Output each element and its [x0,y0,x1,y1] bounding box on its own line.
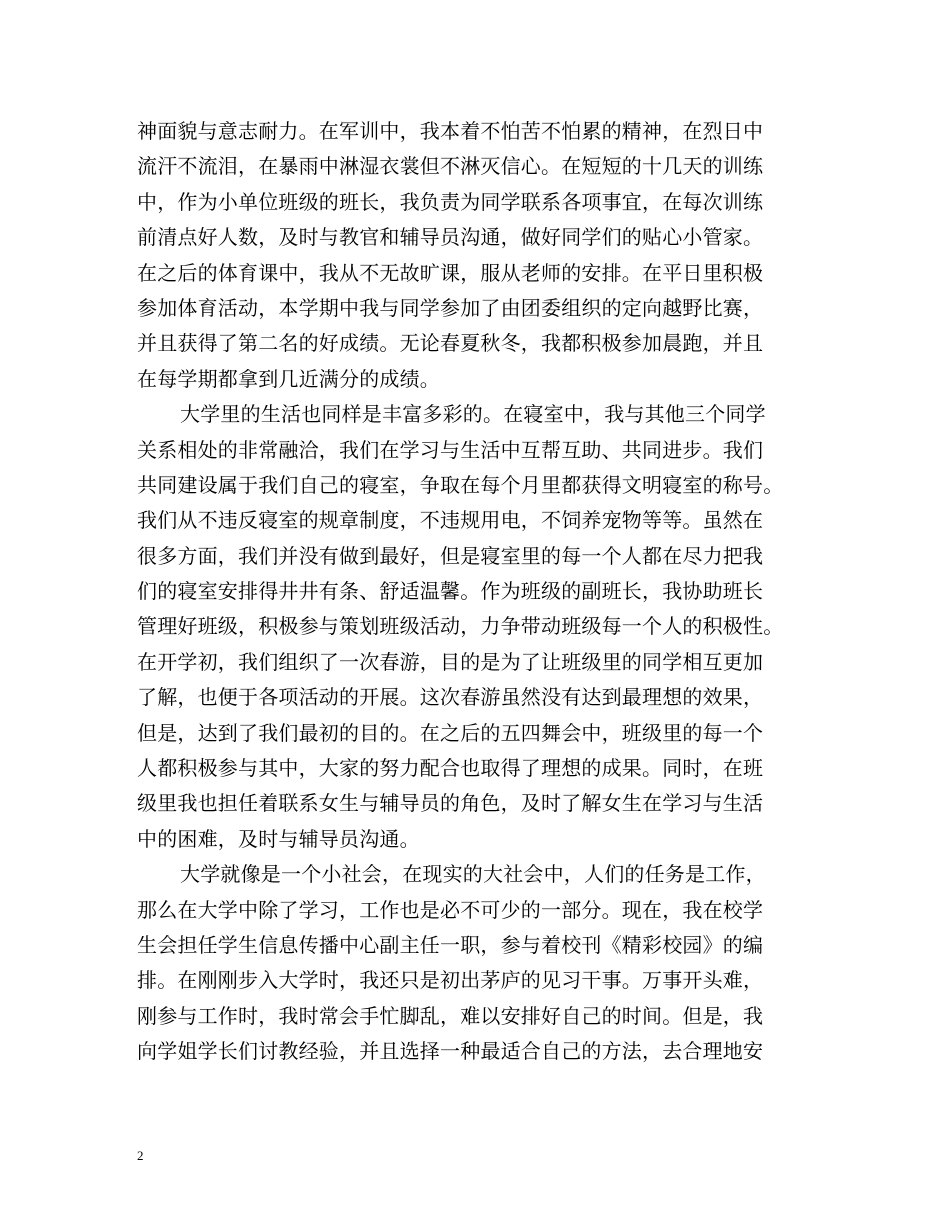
text-line: 并且获得了第二名的好成绩。无论春夏秋冬，我都积极参加晨跑，并且 [137,331,764,356]
text-line: 排。在刚刚步入大学时，我还只是初出茅庐的见习干事。万事开头难， [137,968,764,993]
text-line: 人都积极参与其中，大家的努力配合也取得了理想的成果。同时，在班 [137,756,764,781]
text-line: 们的寝室安排得井井有条、舒适温馨。作为班级的副班长，我协助班长 [137,579,764,604]
text-line: 刚参与工作时，我时常会手忙脚乱，难以安排好自己的时间。但是，我 [137,1003,764,1028]
text-line: 那么在大学中除了学习，工作也是必不可少的一部分。现在，我在校学 [137,897,764,922]
text-line: 关系相处的非常融洽，我们在学习与生活中互帮互助、共同进步。我们 [137,437,764,462]
text-line: 大学里的生活也同样是丰富多彩的。在寝室中，我与其他三个同学 [180,402,766,427]
text-line: 但是，达到了我们最初的目的。在之后的五四舞会中，班级里的每一个 [137,720,764,745]
text-line: 神面貌与意志耐力。在军训中，我本着不怕苦不怕累的精神，在烈日中 [137,119,764,143]
text-line: 管理好班级，积极参与策划班级活动，力争带动班级每一个人的积极性。 [137,614,784,639]
text-line: 生会担任学生信息传播中心副主任一职，参与着校刊《精彩校园》的编 [137,932,764,957]
text-line: 向学姐学长们讨教经验，并且选择一种最适合自己的方法，去合理地安 [137,1039,764,1064]
text-line: 大学就像是一个小社会，在现实的大社会中，人们的任务是工作， [180,862,766,887]
text-line: 我们从不违反寝室的规章制度，不违规用电，不饲养宠物等等。虽然在 [137,508,764,533]
text-line: 了解，也便于各项活动的开展。这次春游虽然没有达到最理想的效果， [137,685,764,710]
text-line: 参加体育活动，本学期中我与同学参加了由团委组织的定向越野比赛， [137,295,764,320]
text-line: 级里我也担任着联系女生与辅导员的角色，及时了解女生在学习与生活 [137,791,764,816]
text-line: 在之后的体育课中，我从不无故旷课，服从老师的安排。在平日里积极 [137,260,764,285]
text-line: 在每学期都拿到几近满分的成绩。 [137,366,440,391]
text-line: 中的困难，及时与辅导员沟通。 [137,826,420,851]
text-line: 前清点好人数，及时与教官和辅导员沟通，做好同学们的贴心小管家。 [137,225,764,250]
text-line: 很多方面，我们并没有做到最好，但是寝室里的每一个人都在尽力把我 [137,543,764,568]
text-line: 在开学初，我们组织了一次春游，目的是为了让班级里的同学相互更加 [137,649,764,674]
body-text [137,114,837,1070]
page-number: 2 [137,1148,144,1163]
text-line: 共同建设属于我们自己的寝室，争取在每个月里都获得文明寝室的称号。 [137,472,784,497]
text-line: 中，作为小单位班级的班长，我负责为同学联系各项事宜，在每次训练 [137,189,764,214]
text-line: 流汗不流泪，在暴雨中淋湿衣裳但不淋灭信心。在短短的十几天的训练 [137,154,764,179]
